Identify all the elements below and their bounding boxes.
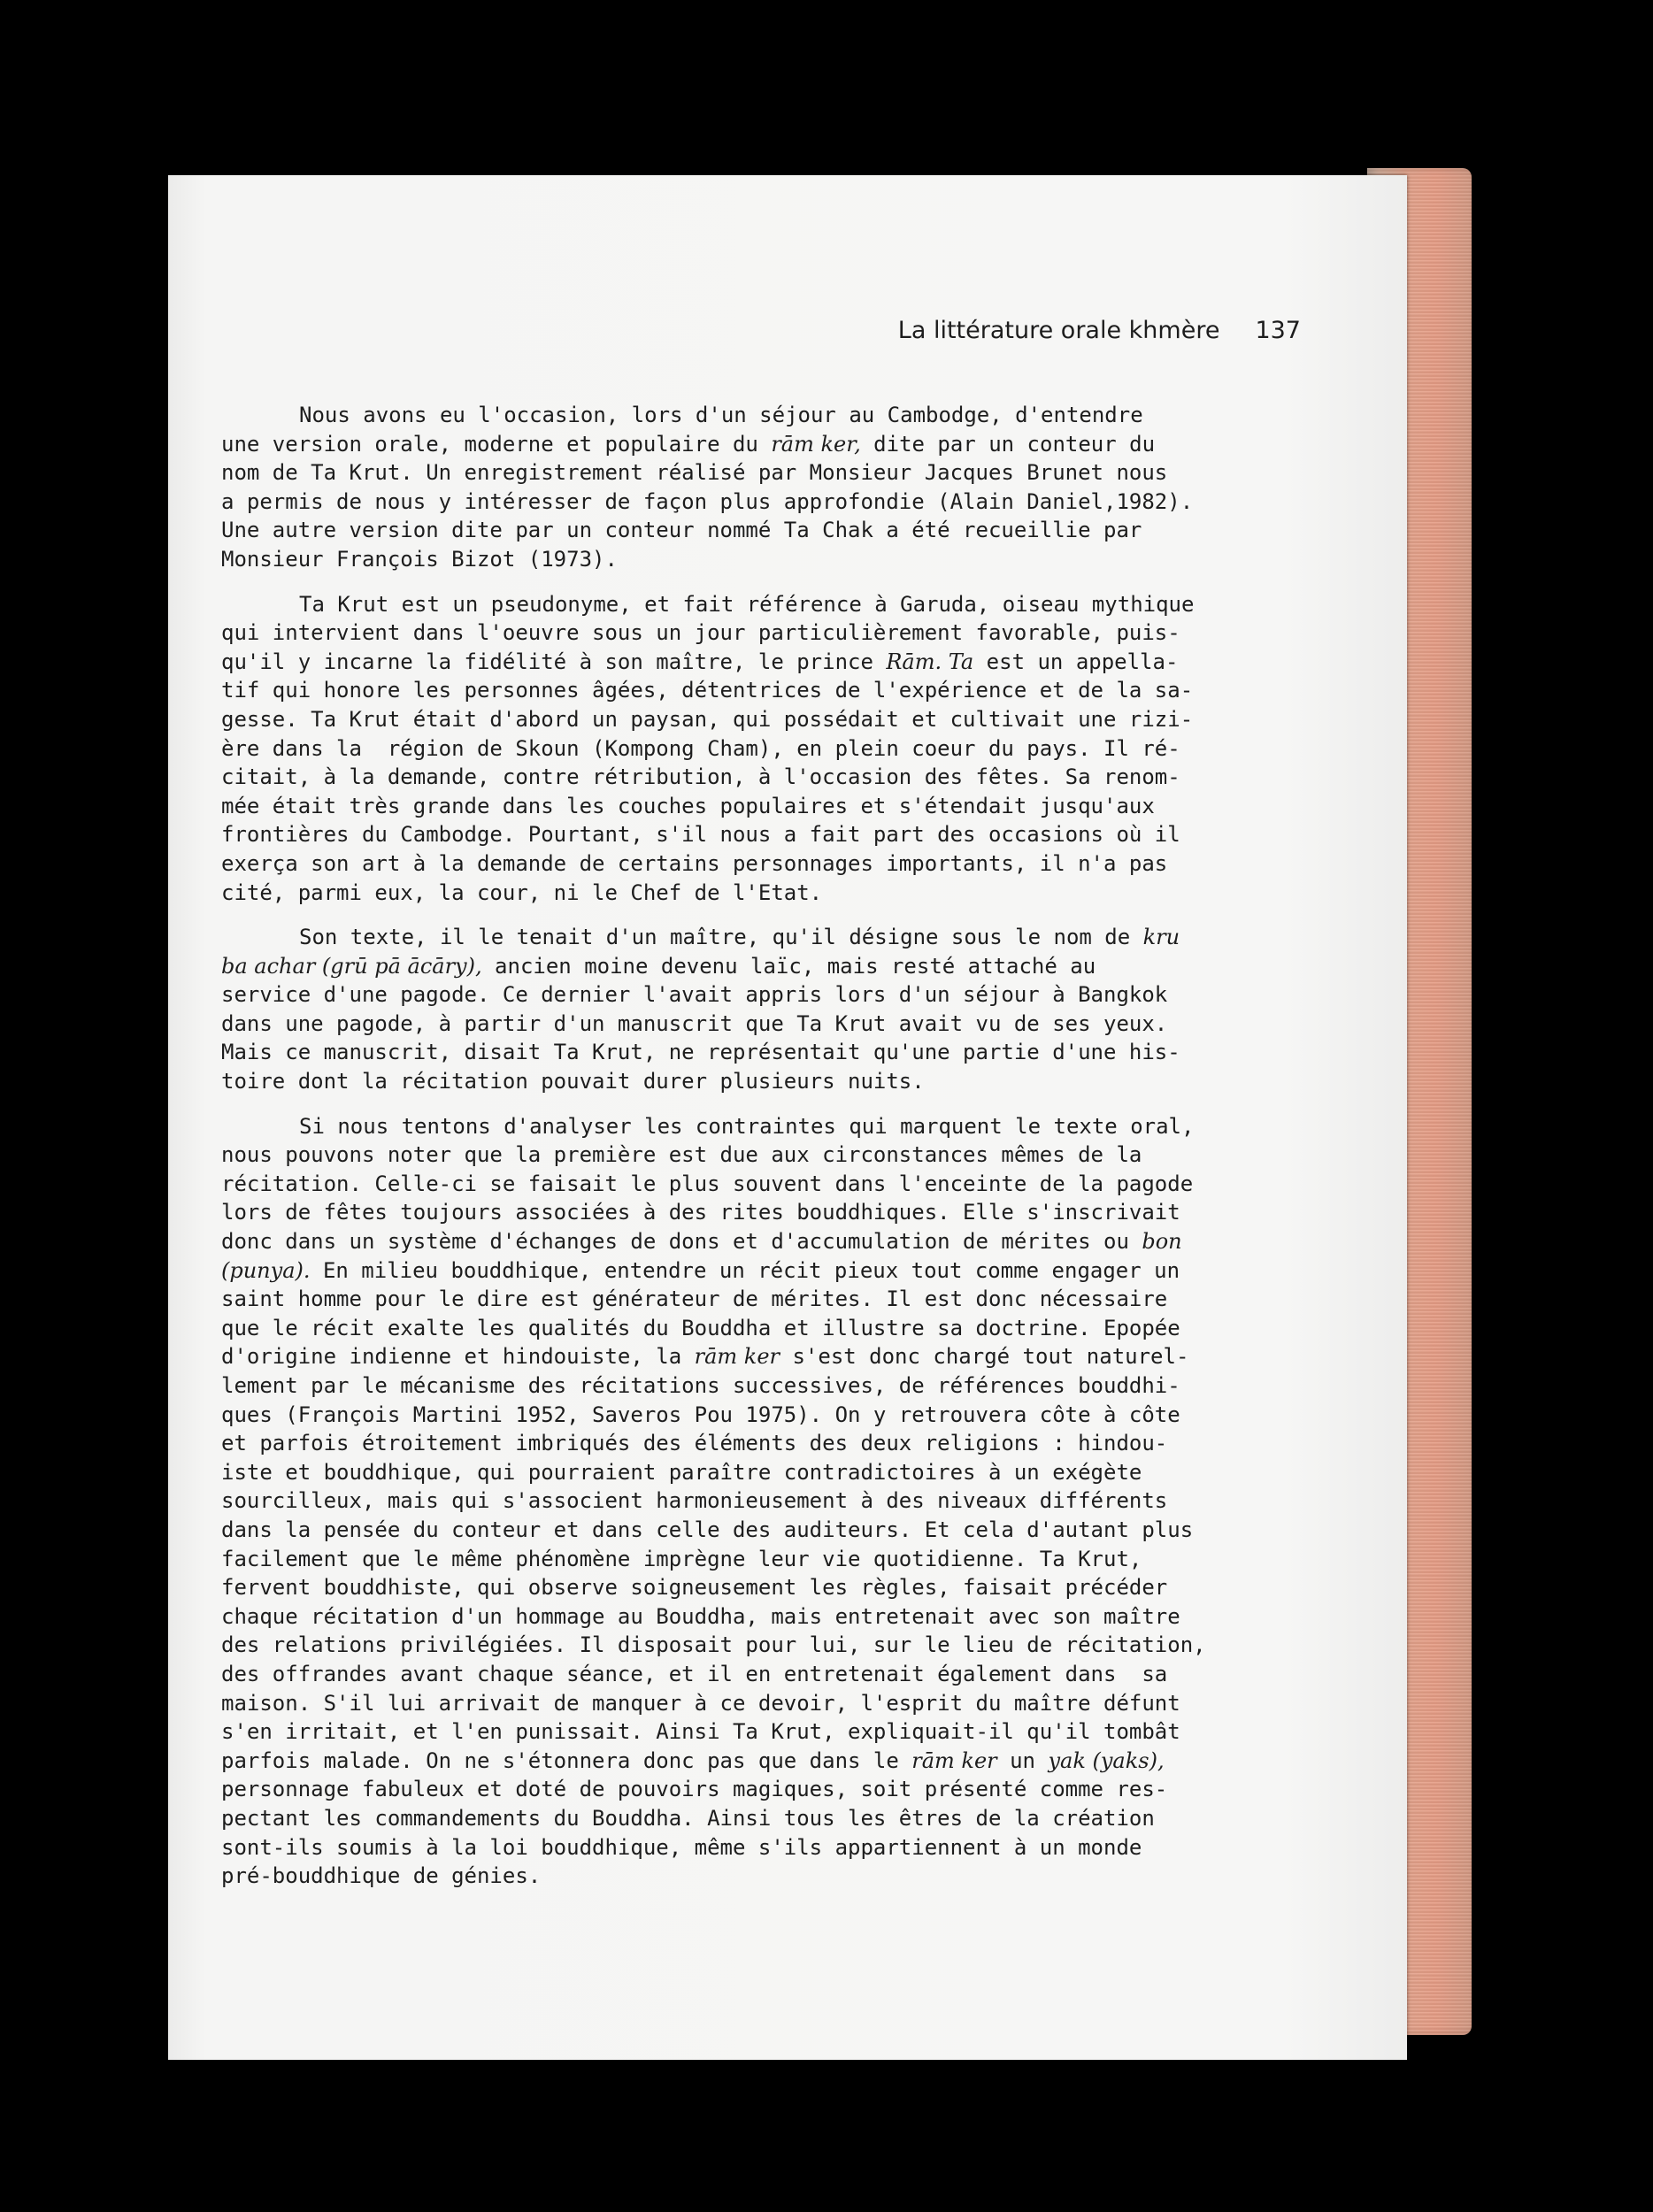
text-line	[221, 1429, 1310, 1458]
text-line	[221, 590, 1310, 619]
text-segment: parfois malade. On ne s'étonnera donc pas que dans le	[221, 1747, 912, 1773]
text-line	[221, 1602, 1310, 1632]
text-segment: dite par un conteur du	[860, 431, 1156, 457]
paragraph-gap	[221, 907, 1310, 923]
text-segment: qu'il y incarne la fidélité à son maître, le prince	[221, 649, 887, 674]
text-segment: personnage fabuleux et doté de pouvoirs magiques, soit présenté comme res-	[221, 1777, 1168, 1802]
text-segment: est un appella-	[973, 649, 1179, 674]
text-segment: iste et bouddhique, qui pourraient paraître contradictoires à un exégète	[221, 1459, 1142, 1485]
text-segment: exerça son art à la demande de certains personnages importants, il n'a pas	[221, 850, 1168, 876]
italic-term: kru	[1142, 925, 1180, 950]
text-segment: service d'une pagode. Ce dernier l'avait appris lors d'un séjour à Bangkok	[221, 982, 1168, 1008]
text-segment: ancien moine devenu laïc, mais resté attaché au	[481, 953, 1096, 979]
text-segment: lement par le mécanisme des récitations successives, de références bouddhi-	[221, 1373, 1180, 1398]
italic-term: rām ker	[911, 1747, 997, 1773]
paragraph	[221, 590, 1310, 908]
text-segment: lors de fêtes toujours associées à des rites bouddhiques. Elle s'inscrivait	[221, 1200, 1180, 1225]
text-segment: s'en irritait, et l'en punissait. Ainsi Ta Krut, expliquait-il qu'il tombât	[221, 1719, 1180, 1745]
text-line	[221, 676, 1310, 705]
text-segment: et parfois étroitement imbriqués des éléments des deux religions : hindou-	[221, 1431, 1168, 1456]
text-line	[221, 1314, 1310, 1343]
text-line	[221, 1141, 1310, 1170]
text-line	[221, 849, 1310, 879]
text-segment: un	[996, 1747, 1049, 1773]
text-segment: sourcilleux, mais qui s'associent harmonieusement à des niveaux différents	[221, 1488, 1168, 1514]
text-line	[221, 1660, 1310, 1689]
text-line	[221, 1717, 1310, 1747]
text-segment: citait, à la demande, contre rétribution, à l'occasion des fêtes. Sa renom-	[221, 764, 1180, 790]
text-line	[221, 1010, 1310, 1039]
text-line	[221, 1458, 1310, 1487]
text-line	[221, 1775, 1310, 1804]
text-line	[221, 1256, 1310, 1286]
paragraph	[221, 401, 1310, 574]
text-line	[221, 1631, 1310, 1660]
body-text	[221, 401, 1310, 1891]
text-segment: facilement que le même phénomène imprègne leur vie quotidienne. Ta Krut,	[221, 1546, 1142, 1571]
text-segment: fervent bouddhiste, qui observe soigneusement les règles, faisait précéder	[221, 1575, 1168, 1601]
text-line	[221, 618, 1310, 648]
text-segment: maison. S'il lui arrivait de manquer à ce devoir, l'esprit du maître défunt	[221, 1690, 1180, 1716]
text-segment: une version orale, moderne et populaire du	[221, 431, 772, 457]
running-title: La littérature orale khmère	[897, 317, 1220, 344]
text-segment: Si nous tentons d'analyser les contraintes qui marquent le texte oral,	[299, 1113, 1195, 1139]
italic-term: rām ker,	[771, 431, 861, 457]
paragraph	[221, 1112, 1310, 1891]
text-line	[221, 1545, 1310, 1574]
text-segment: d'origine indienne et hindouiste, la	[221, 1344, 695, 1370]
text-segment: nom de Ta Krut. Un enregistrement réalisé par Monsieur Jacques Brunet nous	[221, 460, 1168, 486]
text-line	[221, 820, 1310, 849]
text-line	[221, 1112, 1310, 1141]
text-segment: dans la pensée du conteur et dans celle des auditeurs. Et cela d'autant plus	[221, 1517, 1194, 1542]
text-line	[221, 1516, 1310, 1545]
text-segment: Mais ce manuscrit, disait Ta Krut, ne représentait qu'une partie d'une his-	[221, 1040, 1180, 1065]
text-line	[221, 458, 1310, 488]
text-segment: ère dans la région de Skoun (Kompong Cham), en plein coeur du pays. Il ré-	[221, 735, 1180, 761]
text-line	[221, 545, 1310, 574]
text-segment: Monsieur François Bizot (1973).	[221, 546, 618, 572]
text-line	[221, 1170, 1310, 1199]
italic-term: Rām. Ta	[886, 649, 974, 674]
text-segment: gesse. Ta Krut était d'abord un paysan, qui possédait et cultivait une rizi-	[221, 706, 1194, 732]
text-line	[221, 952, 1310, 981]
text-line	[221, 879, 1310, 908]
text-line	[221, 705, 1310, 734]
text-segment: Son texte, il le tenait d'un maître, qu'il désigne sous le nom de	[299, 925, 1143, 950]
text-line	[221, 1285, 1310, 1314]
text-line	[221, 401, 1310, 430]
text-line	[221, 1862, 1310, 1891]
text-line	[221, 1573, 1310, 1602]
text-segment: a permis de nous y intéresser de façon plus approfondie (Alain Daniel,1982).	[221, 488, 1194, 514]
italic-term: (punya).	[221, 1257, 311, 1283]
text-line	[221, 923, 1310, 952]
italic-term: ba achar (grū pā ācāry),	[221, 953, 482, 979]
text-line	[221, 763, 1310, 792]
text-line	[221, 1067, 1310, 1096]
page-content	[221, 317, 1310, 1891]
italic-term: bon	[1142, 1229, 1182, 1255]
text-segment: En milieu bouddhique, entendre un récit pieux tout comme engager un	[310, 1257, 1180, 1283]
text-segment: sont-ils soumis à la loi bouddhique, même s'ils appartiennent à un monde	[221, 1834, 1142, 1860]
italic-term: rām ker	[694, 1344, 780, 1370]
text-line	[221, 516, 1310, 545]
text-line	[221, 1833, 1310, 1863]
text-segment: saint homme pour le dire est générateur de mérites. Il est donc nécessaire	[221, 1286, 1168, 1312]
text-line	[221, 430, 1310, 459]
text-segment: pré-bouddhique de génies.	[221, 1863, 542, 1889]
text-segment: mée était très grande dans les couches populaires et s'étendait jusqu'aux	[221, 793, 1155, 818]
text-segment: cité, parmi eux, la cour, ni le Chef de l'Etat.	[221, 879, 823, 905]
text-line	[221, 1401, 1310, 1430]
text-segment: chaque récitation d'un hommage au Bouddha, mais entretenait avec son maître	[221, 1603, 1180, 1629]
text-line	[221, 1227, 1310, 1256]
text-segment: dans une pagode, à partir d'un manuscrit que Ta Krut avait vu de ses yeux.	[221, 1010, 1168, 1036]
text-segment: Nous avons eu l'occasion, lors d'un séjour au Cambodge, d'entendre	[299, 403, 1143, 427]
running-head	[221, 317, 1310, 344]
text-line	[221, 980, 1310, 1010]
text-line	[221, 1371, 1310, 1401]
page-number: 137	[1255, 317, 1301, 344]
text-line	[221, 488, 1310, 517]
text-segment: nous pouvons noter que la première est due aux circonstances mêmes de la	[221, 1142, 1142, 1168]
text-segment: récitation. Celle-ci se faisait le plus souvent dans l'enceinte de la pagode	[221, 1171, 1194, 1196]
text-line	[221, 1804, 1310, 1833]
text-line	[221, 734, 1310, 764]
text-line	[221, 1747, 1310, 1776]
text-segment: tif qui honore les personnes âgées, détentrices de l'expérience et de la sa-	[221, 678, 1194, 703]
text-segment: s'est donc chargé tout naturel-	[780, 1344, 1189, 1370]
paragraph-gap	[221, 1096, 1310, 1112]
text-segment: Ta Krut est un pseudonyme, et fait référence à Garuda, oiseau mythique	[299, 591, 1195, 617]
text-segment: des relations privilégiées. Il disposait pour lui, sur le lieu de récitation,	[221, 1632, 1206, 1658]
paragraph-gap	[221, 574, 1310, 590]
text-line	[221, 1038, 1310, 1067]
text-segment: des offrandes avant chaque séance, et il en entretenait également dans sa	[221, 1661, 1168, 1686]
paragraph	[221, 923, 1310, 1096]
text-line	[221, 648, 1310, 677]
text-segment: donc dans un système d'échanges de dons et d'accumulation de mérites ou	[221, 1229, 1142, 1255]
text-segment: ques (François Martini 1952, Saveros Pou 1975). On y retrouvera côte à côte	[221, 1402, 1180, 1427]
text-segment: toire dont la récitation pouvait durer plusieurs nuits.	[221, 1069, 925, 1094]
text-line	[221, 1689, 1310, 1718]
text-line	[221, 1486, 1310, 1516]
text-segment: pectant les commandements du Bouddha. Ainsi tous les êtres de la création	[221, 1805, 1155, 1831]
text-line	[221, 792, 1310, 821]
text-segment: qui intervient dans l'oeuvre sous un jour particulièrement favorable, puis-	[221, 620, 1180, 646]
text-segment: que le récit exalte les qualités du Bouddha et illustre sa doctrine. Epopée	[221, 1315, 1180, 1340]
text-line	[221, 1342, 1310, 1371]
text-segment: frontières du Cambodge. Pourtant, s'il nous a fait part des occasions où il	[221, 822, 1180, 848]
text-line	[221, 1198, 1310, 1227]
book-page	[168, 175, 1407, 2060]
text-segment: Une autre version dite par un conteur nommé Ta Chak a été recueillie par	[221, 518, 1142, 543]
italic-term: yak (yaks),	[1048, 1747, 1165, 1773]
